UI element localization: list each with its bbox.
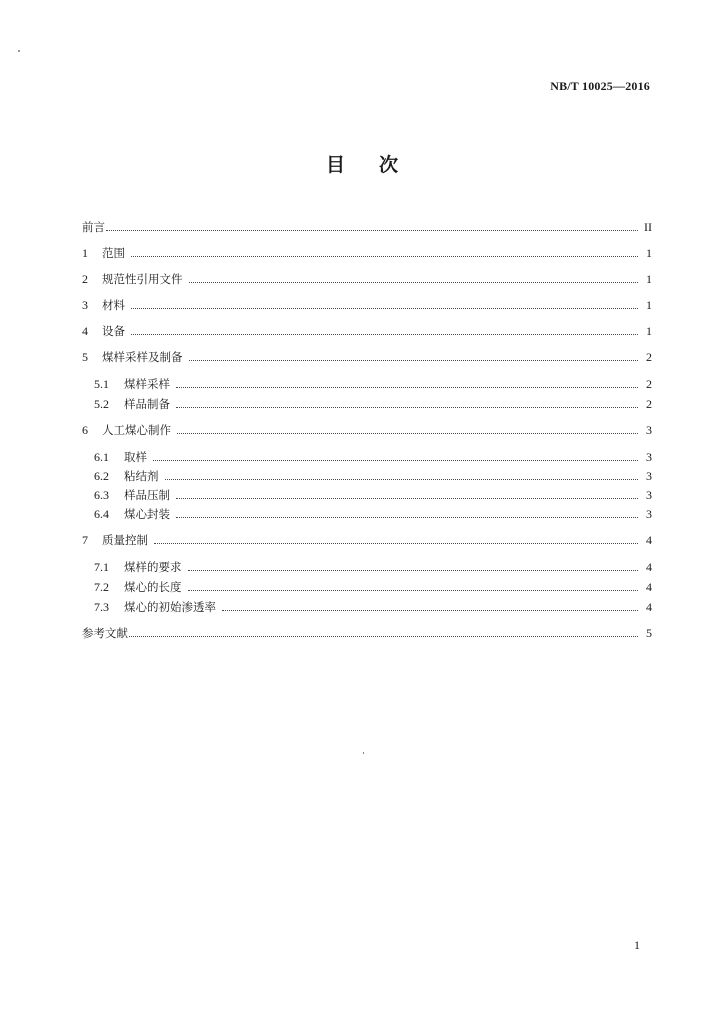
dot-leader bbox=[176, 489, 638, 499]
toc-entry-page: 3 bbox=[646, 450, 652, 464]
toc-entry-number: 6.4 bbox=[94, 507, 109, 521]
toc-entry-label: 取样 bbox=[124, 450, 147, 464]
toc-entry-number: 6 bbox=[82, 423, 88, 437]
toc-entry-number: 2 bbox=[82, 272, 88, 286]
toc-entry-label: 人工煤心制作 bbox=[102, 423, 171, 437]
toc-entry-6-1[interactable] bbox=[82, 444, 652, 464]
dot-leader bbox=[154, 534, 638, 544]
toc-entry-page: 4 bbox=[646, 560, 652, 574]
toc-entry-label: 范围 bbox=[102, 246, 125, 260]
toc-entry-label: 样品压制 bbox=[124, 488, 170, 502]
toc-entry-5[interactable] bbox=[82, 344, 652, 364]
scan-speck bbox=[363, 752, 364, 754]
toc-entry-5-1[interactable] bbox=[82, 371, 652, 391]
dot-leader bbox=[176, 398, 638, 408]
toc-entry-page: II bbox=[644, 220, 652, 234]
toc-entry-references[interactable] bbox=[82, 620, 652, 640]
toc-entry-label: 煤样采样及制备 bbox=[102, 350, 183, 364]
page-title: 目次 bbox=[325, 154, 432, 176]
toc-entry-4[interactable] bbox=[82, 318, 652, 338]
toc-entry-6-4[interactable] bbox=[82, 501, 652, 521]
toc-entry-page: 3 bbox=[646, 469, 652, 483]
toc-entry-number: 3 bbox=[82, 298, 88, 312]
toc-entry-number: 7.2 bbox=[94, 580, 109, 594]
toc-entry-7-2[interactable] bbox=[82, 574, 652, 594]
dot-leader bbox=[177, 424, 638, 434]
toc-entry-page: 1 bbox=[646, 272, 652, 286]
dot-leader bbox=[131, 325, 638, 335]
dot-leader bbox=[188, 561, 639, 571]
toc-entry-6-2[interactable] bbox=[82, 463, 652, 483]
toc-entry-page: 2 bbox=[646, 397, 652, 411]
toc-entry-page: 4 bbox=[646, 580, 652, 594]
standard-code: NB/T 10025—2016 bbox=[550, 79, 650, 93]
toc-entry-page: 3 bbox=[646, 488, 652, 502]
toc-entry-number: 6.2 bbox=[94, 469, 109, 483]
toc-entry-page: 5 bbox=[646, 626, 652, 640]
toc-entry-number: 5.2 bbox=[94, 397, 109, 411]
dot-leader bbox=[131, 247, 638, 257]
toc-entry-2[interactable] bbox=[82, 266, 652, 286]
toc-entry-number: 6.3 bbox=[94, 488, 109, 502]
toc-entry-page: 4 bbox=[646, 600, 652, 614]
page-number: 1 bbox=[634, 938, 640, 952]
toc-entry-label: 样品制备 bbox=[124, 397, 170, 411]
toc-entry-page: 4 bbox=[646, 533, 652, 547]
toc-entry-number: 5.1 bbox=[94, 377, 109, 391]
toc-entry-page: 2 bbox=[646, 377, 652, 391]
toc-entry-1[interactable] bbox=[82, 240, 652, 260]
toc-entry-7-1[interactable] bbox=[82, 554, 652, 574]
toc-entry-label: 煤心封装 bbox=[124, 507, 170, 521]
toc-entry-7-3[interactable] bbox=[82, 594, 652, 614]
toc-entry-page: 3 bbox=[646, 507, 652, 521]
toc-entry-6-3[interactable] bbox=[82, 482, 652, 502]
toc-entry-number: 7.3 bbox=[94, 600, 109, 614]
dot-leader bbox=[176, 378, 638, 388]
toc-entry-5-2[interactable] bbox=[82, 391, 652, 411]
toc-entry-label: 煤心的长度 bbox=[124, 580, 182, 594]
toc-entry-label: 参考文献 bbox=[82, 626, 128, 640]
toc-entry-number: 4 bbox=[82, 324, 88, 338]
toc-entry-page: 2 bbox=[646, 350, 652, 364]
toc-entry-label: 煤样的要求 bbox=[124, 560, 182, 574]
toc-entry-number: 7.1 bbox=[94, 560, 109, 574]
toc-entry-label: 设备 bbox=[102, 324, 125, 338]
toc-entry-label: 煤心的初始渗透率 bbox=[124, 600, 216, 614]
dot-leader bbox=[222, 601, 638, 611]
dot-leader bbox=[131, 299, 638, 309]
toc-entry-label: 粘结剂 bbox=[124, 469, 159, 483]
toc-entry-number: 1 bbox=[82, 246, 88, 260]
toc-entry-number: 6.1 bbox=[94, 450, 109, 464]
dot-leader bbox=[153, 451, 638, 461]
toc-entry-6[interactable] bbox=[82, 417, 652, 437]
toc-entry-page: 1 bbox=[646, 246, 652, 260]
toc-entry-3[interactable] bbox=[82, 292, 652, 312]
toc-entry-label: 规范性引用文件 bbox=[102, 272, 183, 286]
toc-entry-number: 7 bbox=[82, 533, 88, 547]
dot-leader bbox=[165, 470, 639, 480]
dot-leader bbox=[188, 581, 639, 591]
dot-leader bbox=[176, 508, 638, 518]
toc-entry-page: 1 bbox=[646, 298, 652, 312]
scan-speck bbox=[18, 50, 20, 52]
toc-entry-number: 5 bbox=[82, 350, 88, 364]
toc-entry-label: 前言 bbox=[82, 220, 105, 234]
dot-leader bbox=[189, 273, 639, 283]
toc-entry-7[interactable] bbox=[82, 527, 652, 547]
toc-entry-foreword[interactable] bbox=[82, 214, 652, 234]
toc-entry-page: 3 bbox=[646, 423, 652, 437]
toc-entry-label: 煤样采样 bbox=[124, 377, 170, 391]
toc-entry-label: 质量控制 bbox=[102, 533, 148, 547]
dot-leader bbox=[106, 221, 638, 231]
toc-entry-label: 材料 bbox=[102, 298, 125, 312]
dot-leader bbox=[129, 627, 638, 637]
toc-entry-page: 1 bbox=[646, 324, 652, 338]
dot-leader bbox=[189, 351, 639, 361]
